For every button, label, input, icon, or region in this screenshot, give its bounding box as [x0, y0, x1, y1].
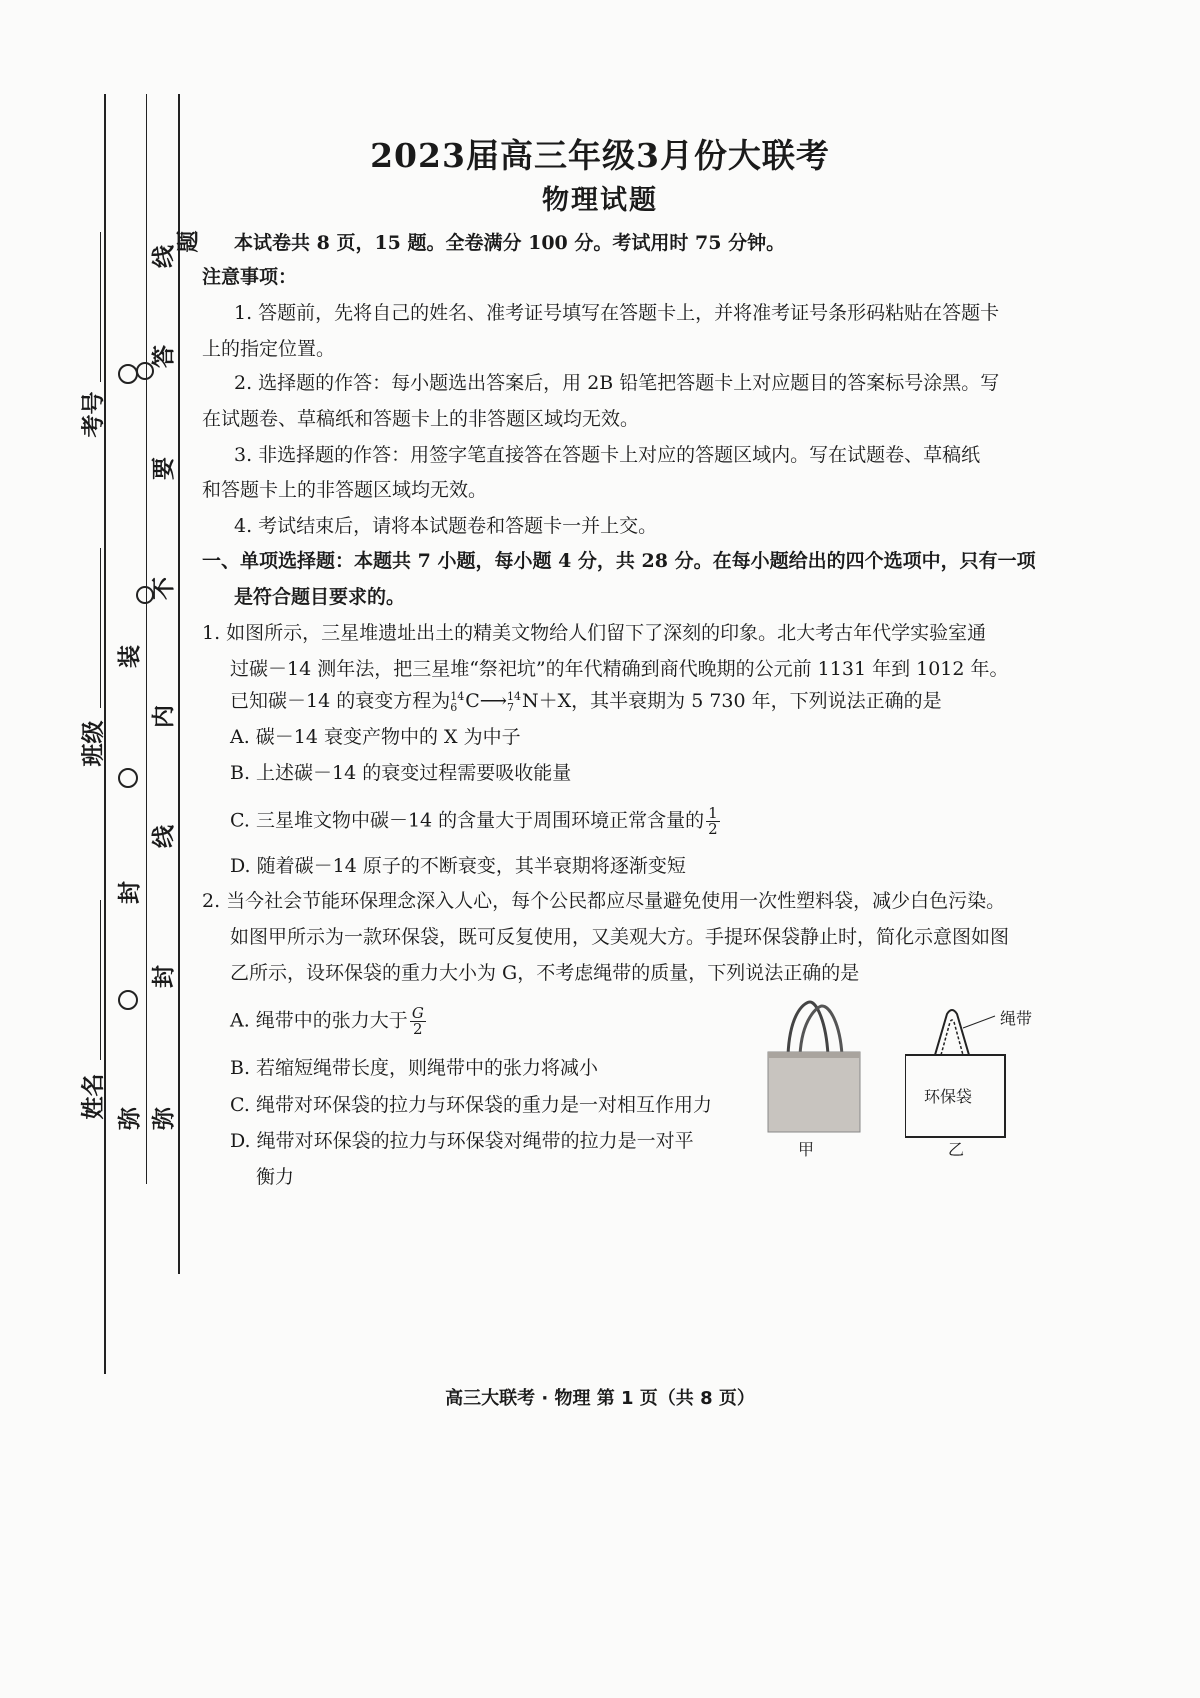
q2-option-d-a: D. 绳带对环保袋的拉力与环保袋对绳带的拉力是一对平	[230, 1130, 694, 1152]
binding-circle	[136, 362, 154, 380]
decay-arrow: ⟶	[479, 690, 508, 712]
section1-heading-b: 是符合题目要求的。	[234, 586, 406, 608]
q2-option-a-text: A. 绳带中的张力大于	[230, 1009, 408, 1032]
n14-atomic-number: 7	[507, 701, 515, 714]
fraction-g-over-2	[410, 1006, 426, 1037]
fraction-denominator: 2	[708, 820, 718, 838]
q2-option-c: C. 绳带对环保袋的拉力与环保袋的重力是一对相互作用力	[230, 1094, 712, 1116]
c14-nuclide-scripts	[450, 691, 464, 713]
q2-stem-b: 如图甲所示为一款环保袋，既可反复使用，又美观大方。手提环保袋静止时，简化示意图如图	[230, 926, 1010, 948]
q1-option-c	[230, 806, 722, 837]
c14-mass-number: 14	[450, 690, 465, 703]
q2-option-b: B. 若缩短绳带长度，则绳带中的张力将减小	[230, 1057, 599, 1079]
name-label: 姓名	[80, 1073, 107, 1120]
binding-right-7: 线	[151, 825, 177, 848]
binding-mid-4: 封	[117, 881, 143, 904]
section1-heading-a: 一、单项选择题：本题共 7 小题，每小题 4 分，共 28 分。在每小题给出的四个选项中，只有一项	[202, 550, 1036, 572]
binding-right-2: 题	[176, 230, 202, 253]
exam-no-label: 考号	[80, 391, 107, 438]
binding-circle	[118, 990, 138, 1010]
q1-option-d: D. 随着碳－14 原子的不断衰变，其半衰期将逐渐变短	[230, 855, 686, 877]
notice-2b: 在试题卷、草稿纸和答题卡上的非答题区域均无效。	[202, 408, 640, 430]
q1-option-c-text: C. 三星堆文物中碳－14 的含量大于周围环境正常含量的	[230, 809, 705, 832]
figure-yi-label: 乙	[948, 1140, 965, 1159]
binding-right-9: 弥	[151, 1107, 177, 1130]
q1-option-a: A. 碳－14 衰变产物中的 X 为中子	[230, 726, 521, 748]
exam-info: 本试卷共 8 页，15 题。全卷满分 100 分。考试用时 75 分钟。	[234, 232, 786, 254]
n14-nuclide-scripts	[507, 691, 521, 713]
n14-mass-number: 14	[507, 690, 522, 703]
notice-1b: 上的指定位置。	[202, 338, 336, 360]
fraction-one-half	[706, 806, 720, 837]
q1-stem-c-post: N＋X，其半衰期为 5 730 年，下列说法正确的是	[522, 690, 942, 712]
page-footer: 高三大联考 · 物理 第 1 页（共 8 页）	[445, 1388, 755, 1409]
binding-line-inner	[178, 94, 180, 1274]
notice-title: 注意事项：	[202, 266, 298, 288]
binding-circle	[118, 364, 138, 384]
tote-bag-photo	[760, 990, 870, 1140]
exam-no-blank	[100, 232, 101, 382]
notice-4: 4. 考试结束后，请将本试题卷和答题卡一并上交。	[234, 515, 658, 537]
q1-stem-b: 过碳－14 测年法，把三星堆“祭祀坑”的年代精确到商代晚期的公元前 1131 年到 1012 年。	[230, 658, 1009, 680]
q2-option-d-b: 衡力	[256, 1166, 295, 1188]
figure-jia-label: 甲	[798, 1140, 815, 1159]
q1-stem-a: 1. 如图所示，三星堆遗址出土的精美文物给人们留下了深刻的印象。北大考古年代学实验室通	[202, 622, 987, 644]
binding-right-3: 答	[151, 345, 177, 368]
fraction-numerator: 1	[708, 804, 718, 822]
c14-symbol: C	[465, 690, 480, 712]
notice-3b: 和答题卡上的非答题区域均无效。	[202, 479, 488, 501]
binding-right-8: 封	[151, 965, 177, 988]
q2-stem-c: 乙所示，设环保袋的重力大小为 G，不考虑绳带的质量，下列说法正确的是	[230, 962, 860, 984]
class-label: 班级	[80, 720, 107, 767]
binding-mid-1: 装	[117, 645, 143, 668]
binding-right-1: 线	[151, 245, 177, 268]
q1-stem-c	[230, 690, 942, 713]
strap-label: 绳带	[1000, 1009, 1033, 1028]
c14-atomic-number: 6	[450, 701, 458, 714]
q1-option-b: B. 上述碳－14 的衰变过程需要吸收能量	[230, 762, 572, 784]
name-blank	[100, 900, 101, 1060]
notice-2a: 2. 选择题的作答：每小题选出答案后，用 2B 铅笔把答题卡上对应题目的答案标号涂黑。写	[234, 372, 1000, 394]
notice-1a: 1. 答题前，先将自己的姓名、准考证号填写在答题卡上，并将准考证号条形码粘贴在答题卡	[234, 302, 1000, 324]
q2-option-a	[230, 1006, 428, 1037]
q2-stem-a: 2. 当今社会节能环保理念深入人心，每个公民都应尽量避免使用一次性塑料袋，减少白色污染。	[202, 890, 1006, 912]
binding-circle	[118, 768, 138, 788]
class-blank	[100, 548, 101, 708]
binding-right-4: 要	[151, 457, 177, 480]
notice-3a: 3. 非选择题的作答：用签字笔直接答在答题卡上对应的答题区域内。写在试题卷、草稿纸	[234, 444, 981, 466]
binding-right-5: 不	[151, 577, 177, 600]
q1-stem-c-pre: 已知碳－14 的衰变方程为	[230, 690, 451, 712]
bag-label: 环保袋	[924, 1087, 973, 1106]
exam-subtitle: 物理试题	[542, 185, 658, 216]
fraction-denominator: 2	[413, 1020, 423, 1038]
exam-title: 2023届高三年级3月份大联考	[370, 136, 830, 175]
fraction-numerator: G	[411, 1004, 424, 1022]
binding-mid-5: 弥	[117, 1107, 143, 1130]
binding-right-6: 内	[151, 705, 177, 728]
